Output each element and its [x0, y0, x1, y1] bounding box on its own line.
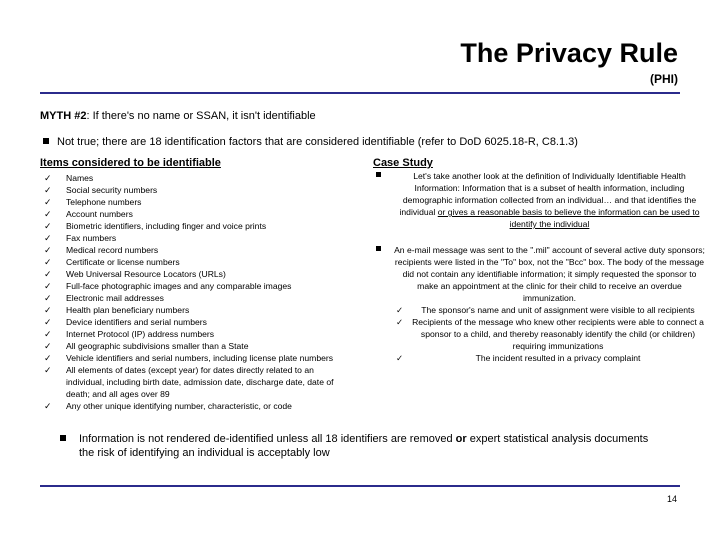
identifier-item [44, 328, 334, 340]
identifier-item [44, 280, 334, 292]
identifier-text: Telephone numbers [66, 197, 142, 207]
identifier-text: Any other unique identifying number, characteristic, or code [66, 401, 292, 411]
check-icon: ✓ [44, 317, 52, 327]
identifier-item [44, 352, 334, 364]
check-icon: ✓ [44, 329, 52, 339]
identifier-text: All geographic subdivisions smaller than a State [66, 341, 249, 351]
identifier-item [44, 244, 334, 256]
check-icon: ✓ [44, 233, 52, 243]
identifier-text: Health plan beneficiary numbers [66, 305, 190, 315]
check-icon: ✓ [44, 401, 52, 411]
incident-check-text: The incident resulted in a privacy complaint [475, 353, 641, 363]
check-icon: ✓ [44, 185, 52, 195]
check-icon: ✓ [44, 221, 52, 231]
page-number: 14 [666, 494, 677, 504]
definition-text: Let's take another look at the definition of Individually Identifiable Health Information: Information that is a subset of health information, including demographic information collected from an individual… and that identifies the individual [399, 171, 697, 217]
check-icon: ✓ [44, 245, 52, 255]
case-para-definition [376, 170, 706, 230]
myth-text: : If there's no name or SSAN, it isn't identifiable [86, 110, 316, 122]
bottom-note-before: Information is not rendered de-identified unless all 18 identifiers are removed [79, 433, 456, 445]
myth-statement [40, 110, 316, 122]
identifier-text: Web Universal Resource Locators (URLs) [66, 269, 226, 279]
incident-check-item [393, 316, 706, 352]
identifier-text: Biometric identifiers, including finger and voice prints [66, 221, 267, 231]
identifier-text: Medical record numbers [66, 245, 159, 255]
bottom-note [64, 432, 664, 460]
check-icon: ✓ [44, 197, 52, 207]
items-heading: Items considered to be identifiable [40, 157, 221, 169]
identifier-item [44, 364, 334, 400]
square-bullet-icon [43, 138, 49, 144]
square-bullet-icon [376, 246, 381, 251]
bottom-note-after: expert statistical analysis documents the risk of identifying an individual is acceptably low [79, 433, 649, 459]
incident-checklist [393, 304, 706, 364]
case-study [376, 170, 706, 378]
identifier-text: Account numbers [66, 209, 133, 219]
slide-title: The Privacy Rule [460, 38, 678, 68]
case-study-heading: Case Study [373, 157, 433, 169]
incident-check-text: Recipients of the message who knew other recipients were able to connect a sponsor to a child, and thereby reasonably identify the child (or children) requiring immunizations [412, 317, 704, 351]
myth-label: MYTH #2 [40, 110, 87, 122]
identifier-text: Social security numbers [66, 185, 158, 195]
incident-check-item [393, 352, 706, 364]
case-para-incident [376, 244, 706, 364]
identifier-item [44, 184, 334, 196]
check-icon: ✓ [44, 305, 52, 315]
definition-underlined: or gives a reasonable basis to believe the information can be used to identify the individual [437, 207, 700, 229]
identifier-item [44, 292, 334, 304]
check-icon: ✓ [44, 365, 52, 375]
identifier-item [44, 304, 334, 316]
identifier-item [44, 172, 334, 184]
check-icon: ✓ [44, 341, 52, 351]
identifier-item [44, 268, 334, 280]
check-icon: ✓ [44, 257, 52, 267]
check-icon: ✓ [396, 305, 404, 315]
check-icon: ✓ [44, 353, 52, 363]
identifier-text: All elements of dates (except year) for dates directly related to an individual, including birth date, admission date, discharge date, date of death; and all ages over 89 [66, 365, 334, 399]
identifier-item [44, 316, 334, 328]
identifier-text: Names [66, 173, 94, 183]
identifier-text: Full-face photographic images and any comparable images [66, 281, 292, 291]
identifier-text: Internet Protocol (IP) address numbers [66, 329, 215, 339]
square-bullet-icon [376, 172, 381, 177]
identifier-text: Vehicle identifiers and serial numbers, including license plate numbers [66, 353, 334, 363]
identifier-item [44, 256, 334, 268]
check-icon: ✓ [44, 269, 52, 279]
slide-subtitle: (PHI) [650, 72, 678, 86]
identifier-text: Electronic mail addresses [66, 293, 164, 303]
identifier-item [44, 208, 334, 220]
square-bullet-icon [60, 435, 66, 441]
bottom-note-emphasis: or [455, 433, 467, 445]
identifier-item [44, 196, 334, 208]
identifier-text: Device identifiers and serial numbers [66, 317, 207, 327]
check-icon: ✓ [44, 173, 52, 183]
check-icon: ✓ [396, 353, 404, 363]
check-icon: ✓ [44, 281, 52, 291]
identifier-item [44, 220, 334, 232]
identifier-item [44, 400, 334, 412]
check-icon: ✓ [44, 293, 52, 303]
not-true-bullet [43, 136, 578, 148]
identifier-text: Certificate or license numbers [66, 257, 180, 267]
identifier-item [44, 232, 334, 244]
identifiers-list [44, 172, 334, 412]
bottom-divider [40, 485, 680, 487]
check-icon: ✓ [396, 317, 404, 327]
incident-check-text: The sponsor's name and unit of assignment were visible to all recipients [421, 305, 695, 315]
check-icon: ✓ [44, 209, 52, 219]
incident-text: An e-mail message was sent to the ".mil" account of several active duty sponsors; recipients were listed in the "To" box, not the "Bcc" box. The body of the message did not contain any identifiable information; it simply requested the sponsor to make an appointment at the clinic for their child to receive an overdue immunization. [394, 245, 705, 303]
top-divider [40, 92, 680, 94]
not-true-text: Not true; there are 18 identification factors that are considered identifiable (refer to DoD 6025.18-R, C8.1.3) [57, 136, 578, 148]
incident-check-item [393, 304, 706, 316]
identifier-item [44, 340, 334, 352]
identifier-text: Fax numbers [66, 233, 117, 243]
